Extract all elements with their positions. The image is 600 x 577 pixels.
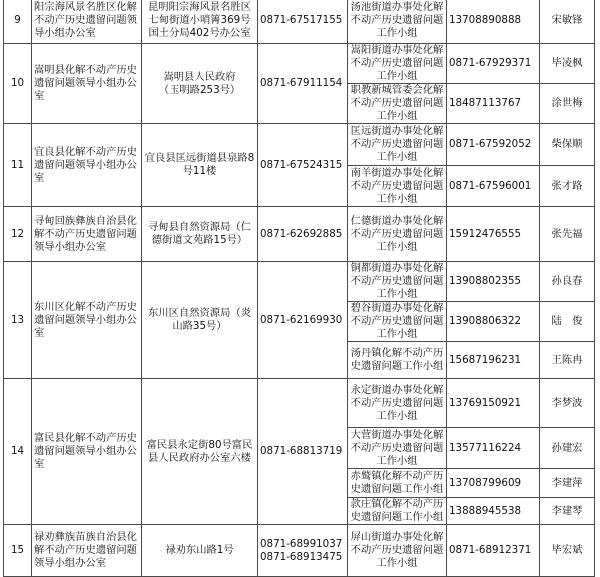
row-number: 13 — [4, 262, 32, 379]
contact-phone: 13908806322 — [447, 302, 540, 342]
office-name: 阳宗海风景名胜区化解不动产历史遗留问题领导小组办公室 — [32, 0, 142, 44]
office-address: 东川区自然资源局（炎山路35号） — [142, 262, 258, 379]
table-body — [4, 0, 595, 577]
row-number: 10 — [4, 44, 32, 124]
office-address: 宜良县匡远街道县泉路8号11楼 — [142, 124, 258, 207]
contact-name: 孙良春 — [540, 262, 595, 302]
street-group: 匡远街道办事处化解不动产历史遗留问题工作小组 — [348, 124, 447, 166]
contact-phone: 15912476555 — [447, 207, 540, 262]
contact-phone: 13708890888 — [447, 0, 540, 44]
contact-name: 毕凌枫 — [540, 44, 595, 84]
office-name: 寻甸回族彝族自治县化解不动产历史遗留问题领导小组办公室 — [32, 207, 142, 262]
street-group: 仁德街道办事处化解不动产历史遗留问题工作小组 — [348, 207, 447, 262]
table-row — [4, 124, 595, 166]
office-name: 禄劝彝族苗族自治县化解不动产历史遗留问题领导小组办公室 — [32, 525, 142, 577]
street-group: 铜都街道办事处化解不动产历史遗留问题工作小组 — [348, 262, 447, 302]
contact-name: 张先福 — [540, 207, 595, 262]
office-address: 嵩明县人民政府 （玉明路253号） — [142, 44, 258, 124]
table-row — [4, 262, 595, 302]
street-group: 南羊街道办事处化解不动产历史遗留问题工作小组 — [348, 166, 447, 207]
row-number: 14 — [4, 379, 32, 525]
table-row — [4, 379, 595, 428]
contact-phone: 18487113767 — [447, 84, 540, 124]
office-phone: 0871-62169930 — [258, 262, 348, 379]
street-group: 汤池街道办事处化解不动产历史遗留问题工作小组 — [348, 0, 447, 44]
street-group: 碧谷街道办事处化解不动产历史遗留问题工作小组 — [348, 302, 447, 342]
office-address: 富民县永定街80号富民县人民政府办公室六楼 — [142, 379, 258, 525]
contact-phone: 13577116224 — [447, 428, 540, 469]
contact-phone: 0871-68912371 — [447, 525, 540, 577]
office-phone: 0871-67911154 — [258, 44, 348, 124]
table-row — [4, 525, 595, 577]
contact-name: 孙建宏 — [540, 428, 595, 469]
table-row — [4, 207, 595, 262]
office-address: 寻甸县自然资源局（仁德街道文苑路15号） — [142, 207, 258, 262]
contact-phone: 15687196231 — [447, 342, 540, 379]
table-row — [4, 0, 595, 44]
contact-name: 李建萍 — [540, 469, 595, 498]
office-address: 昆明阳宗海风景名胜区七甸街道小哨箐369号国土分局402号办公室 — [142, 0, 258, 44]
street-group: 屏山街道办事处化解不动产历史遗留问题工作小组 — [348, 525, 447, 577]
contact-name: 张才路 — [540, 166, 595, 207]
office-phone: 0871-68813719 — [258, 379, 348, 525]
contact-phone: 0871-67929371 — [447, 44, 540, 84]
contact-phone: 13888945538 — [447, 498, 540, 525]
contact-phone: 0871-67596001 — [447, 166, 540, 207]
street-group: 大营街道办事处化解不动产历史遗留问题工作小组 — [348, 428, 447, 469]
contact-name: 李梦波 — [540, 379, 595, 428]
contact-name: 陆 俊 — [540, 302, 595, 342]
office-name: 宜良县化解不动产历史遗留问题领导小组办公室 — [32, 124, 142, 207]
street-group: 款庄镇化解不动产历史遗留问题工作小组 — [348, 498, 447, 525]
contact-phone: 0871-67592052 — [447, 124, 540, 166]
row-number: 9 — [4, 0, 32, 44]
table-row — [4, 44, 595, 84]
contact-name: 毕宏斌 — [540, 525, 595, 577]
contact-phone: 13769150921 — [447, 379, 540, 428]
office-address: 禄劝东山路1号 — [142, 525, 258, 577]
street-group: 永定街道办事处化解不动产历史遗留问题工作小组 — [348, 379, 447, 428]
contact-phone: 13708799609 — [447, 469, 540, 498]
street-group: 赤鹫镇化解不动产历史遗留问题工作小组 — [348, 469, 447, 498]
contact-phone: 13908802355 — [447, 262, 540, 302]
office-phone: 0871-67524315 — [258, 124, 348, 207]
office-name: 富民县化解不动产历史遗留问题领导小组办公室 — [32, 379, 142, 525]
office-name: 嵩明县化解不动产历史遗留问题领导小组办公室 — [32, 44, 142, 124]
row-number: 11 — [4, 124, 32, 207]
contact-name: 王陈冉 — [540, 342, 595, 379]
contact-name: 涂世梅 — [540, 84, 595, 124]
contact-name: 柴保顺 — [540, 124, 595, 166]
street-group: 汤丹镇化解不动产历史遗留问题工作小组 — [348, 342, 447, 379]
contact-table — [3, 0, 595, 577]
row-number: 15 — [4, 525, 32, 577]
contact-name: 宋敏锋 — [540, 0, 595, 44]
row-number: 12 — [4, 207, 32, 262]
office-phone: 0871-68991037 0871-68913475 — [258, 525, 348, 577]
contact-name: 李建琴 — [540, 498, 595, 525]
office-phone: 0871-62692885 — [258, 207, 348, 262]
street-group: 职教新城管委会化解不动产历史遗留问题工作小组 — [348, 84, 447, 124]
office-name: 东川区化解不动产历史遗留问题领导小组办公室 — [32, 262, 142, 379]
office-phone: 0871-67517155 — [258, 0, 348, 44]
street-group: 嵩阳街道办事处化解不动产历史遗留问题工作小组 — [348, 44, 447, 84]
